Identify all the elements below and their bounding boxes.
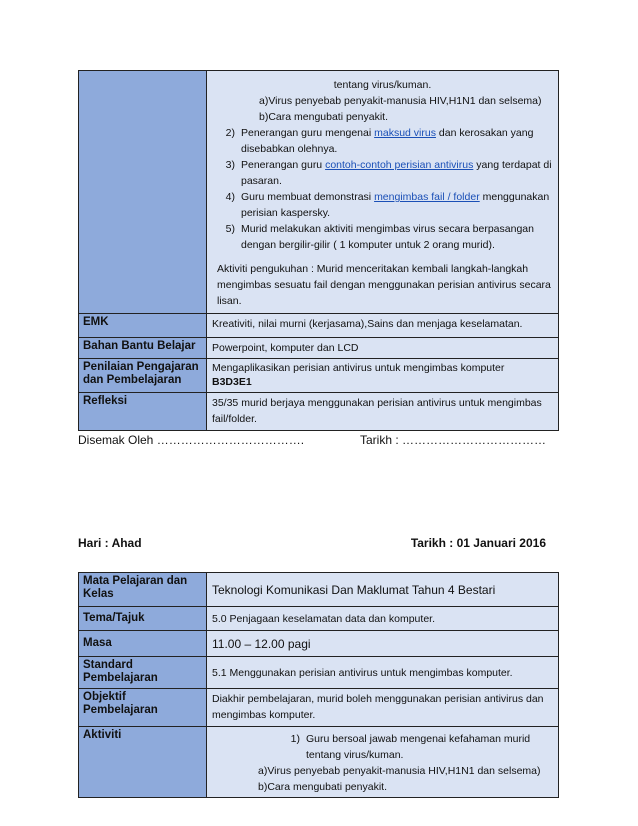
activity-item-4: 4) Guru membuat demonstrasi mengimbas fail / folder menggunakan perisian kaspersky. (225, 191, 550, 219)
activity-item-5: 5) Murid melakukan aktiviti mengimbas virus secara berpasangan dengan bergilir-gilir ( 1 komputer untuk 2 orang murid). (225, 223, 534, 251)
date-label: Tarikh : 01 Januari 2016 (410, 536, 546, 550)
activity-sub-a: a)Virus penyebab penyakit-manusia HIV,H1N1 dan selsema) (259, 95, 542, 107)
aktiviti-cell (207, 727, 559, 798)
activity-closure: Aktiviti pengukuhan : Murid menceritakan kembali langkah-langkah mengimbas sesuatu fail dengan menggunakan perisian antivirus secara lisan. (217, 263, 551, 307)
standard-value: 5.1 Menggunakan perisian antivirus untuk mengimbas komputer. (207, 657, 559, 689)
aktiviti-sub-b: b)Cara mengubati penyakit. (258, 781, 387, 793)
penilaian-label: Penilaian Pengajaran dan Pembelajaran (79, 359, 207, 393)
link-contoh-antivirus[interactable]: contoh-contoh perisian antivirus (325, 159, 474, 171)
checked-date-line: Tarikh : ……………………………… (360, 433, 547, 447)
penilaian-cell (207, 359, 559, 393)
activity-item-2: 2) Penerangan guru mengenai maksud virus dan kerosakan yang disebabkan olehnya. (225, 127, 534, 155)
penilaian-code: B3D3E1 (212, 376, 252, 388)
masa-label: Masa (79, 631, 207, 657)
emk-value: Kreativiti, nilai murni (kerjasama),Sains dan menjaga keselamatan. (207, 314, 559, 338)
aktiviti-label: Aktiviti (79, 727, 207, 798)
refleksi-value: 35/35 murid berjaya menggunakan perisian antivirus untuk mengimbas fail/folder. (207, 393, 559, 431)
aktiviti-item-1: 1) Guru bersoal jawab mengenai kefahaman murid tentang virus/kuman. (290, 733, 531, 761)
activity-cell (207, 71, 559, 314)
emk-label: EMK (79, 314, 207, 338)
activity-list (213, 125, 552, 253)
subject-label: Mata Pelajaran dan Kelas (79, 573, 207, 607)
subject-value: Teknologi Komunikasi Dan Maklumat Tahun 4 Bestari (207, 573, 559, 607)
lesson-table-2 (78, 572, 559, 798)
day-label: Hari : Ahad (78, 536, 142, 550)
bbb-label: Bahan Bantu Belajar (79, 338, 207, 359)
refleksi-label: Refleksi (79, 393, 207, 431)
tema-value: 5.0 Penjagaan keselamatan data dan komputer. (207, 607, 559, 631)
aktiviti-sub-a: a)Virus penyebab penyakit-manusia HIV,H1N1 dan selsema) (258, 765, 541, 777)
lesson-table-1 (78, 70, 559, 431)
activity-sub-b: b)Cara mengubati penyakit. (259, 111, 388, 123)
standard-label: Standard Pembelajaran (79, 657, 207, 689)
penilaian-value: Mengaplikasikan perisian antivirus untuk mengimbas komputer (212, 362, 505, 374)
masa-value: 11.00 – 12.00 pagi (207, 631, 559, 657)
bbb-value: Powerpoint, komputer dan LCD (207, 338, 559, 359)
objektif-label: Objektif Pembelajaran (79, 689, 207, 727)
tema-label: Tema/Tajuk (79, 607, 207, 631)
activity-label-cell (79, 71, 207, 314)
link-mengimbas-fail[interactable]: mengimbas fail / folder (374, 191, 480, 203)
objektif-value: Diakhir pembelajaran, murid boleh menggunakan perisian antivirus dan mengimbas komputer. (207, 689, 559, 727)
link-maksud-virus[interactable]: maksud virus (374, 127, 436, 139)
checked-by-line: Disemak Oleh ………………………………. (78, 433, 305, 447)
activity-item-3: 3) Penerangan guru contoh-contoh perisian antivirus yang terdapat di pasaran. (225, 159, 552, 187)
activity-line-top: tentang virus/kuman. (333, 79, 432, 91)
